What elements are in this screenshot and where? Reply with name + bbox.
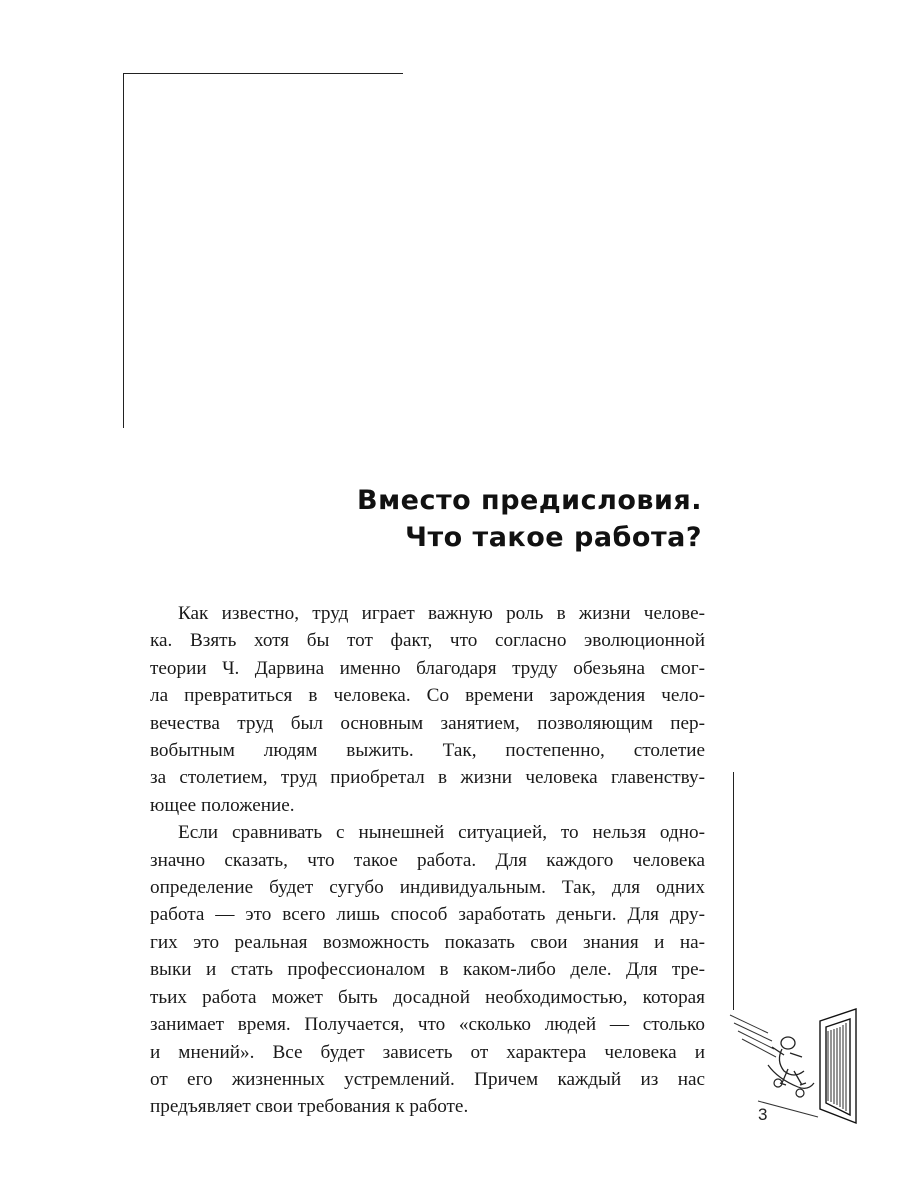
text-line: значно сказать, что такое работа. Для каждого человека (150, 849, 705, 871)
text-line: за столетием, труд приобретал в жизни человека главенству- (150, 767, 705, 789)
page-number: 3 (758, 1105, 768, 1124)
text-line: гих это реальная возможность показать свои знания и на- (150, 931, 705, 953)
chapter-title-line-1: Вместо предисловия. (356, 485, 702, 516)
cartoon-figure-at-door-icon (728, 1005, 868, 1125)
text-line: и мнений». Все будет зависеть от характера человека и (150, 1041, 705, 1063)
text-line: вечества труд был основным занятием, позволяющим пер- (150, 712, 705, 734)
text-line: выки и стать профессионалом в каком-либо деле. Для тре- (150, 959, 705, 981)
frame-corner-left-line (123, 73, 124, 428)
text-line: занимает время. Получается, что «сколько людей — столько (150, 1014, 705, 1036)
text-line: теории Ч. Дарвина именно благодаря труду обезьяна смог- (150, 657, 705, 679)
text-line: предъявляет свои требования к работе. (150, 1096, 469, 1118)
paragraph-2 (150, 819, 705, 1120)
text-line: ющее положение. (150, 794, 295, 816)
side-rule-line (733, 772, 734, 1010)
text-line: работа — это всего лишь способ заработать деньги. Для дру- (150, 904, 705, 926)
text-line: Если сравнивать с нынешней ситуацией, то нельзя одно- (178, 822, 705, 844)
chapter-title-line-2: Что такое работа? (405, 522, 702, 553)
text-line: ла превратиться в человека. Со времени зарождения чело- (150, 685, 705, 707)
text-line: от его жизненных устремлений. Причем каждый из нас (150, 1068, 705, 1090)
paragraph-1 (150, 600, 705, 819)
body-text (150, 600, 705, 1121)
frame-corner-top-line (123, 73, 403, 74)
chapter-title (357, 482, 702, 556)
text-line: ка. Взять хотя бы тот факт, что согласно эволюционной (150, 630, 705, 652)
text-line: Как известно, труд играет важную роль в жизни челове- (178, 603, 705, 624)
text-line: тьих работа может быть досадной необходимостью, которая (150, 986, 705, 1008)
text-line: определение будет сугубо индивидуальным. Так, для одних (150, 877, 705, 899)
text-line: вобытным людям выжить. Так, постепенно, столетие (150, 740, 705, 762)
